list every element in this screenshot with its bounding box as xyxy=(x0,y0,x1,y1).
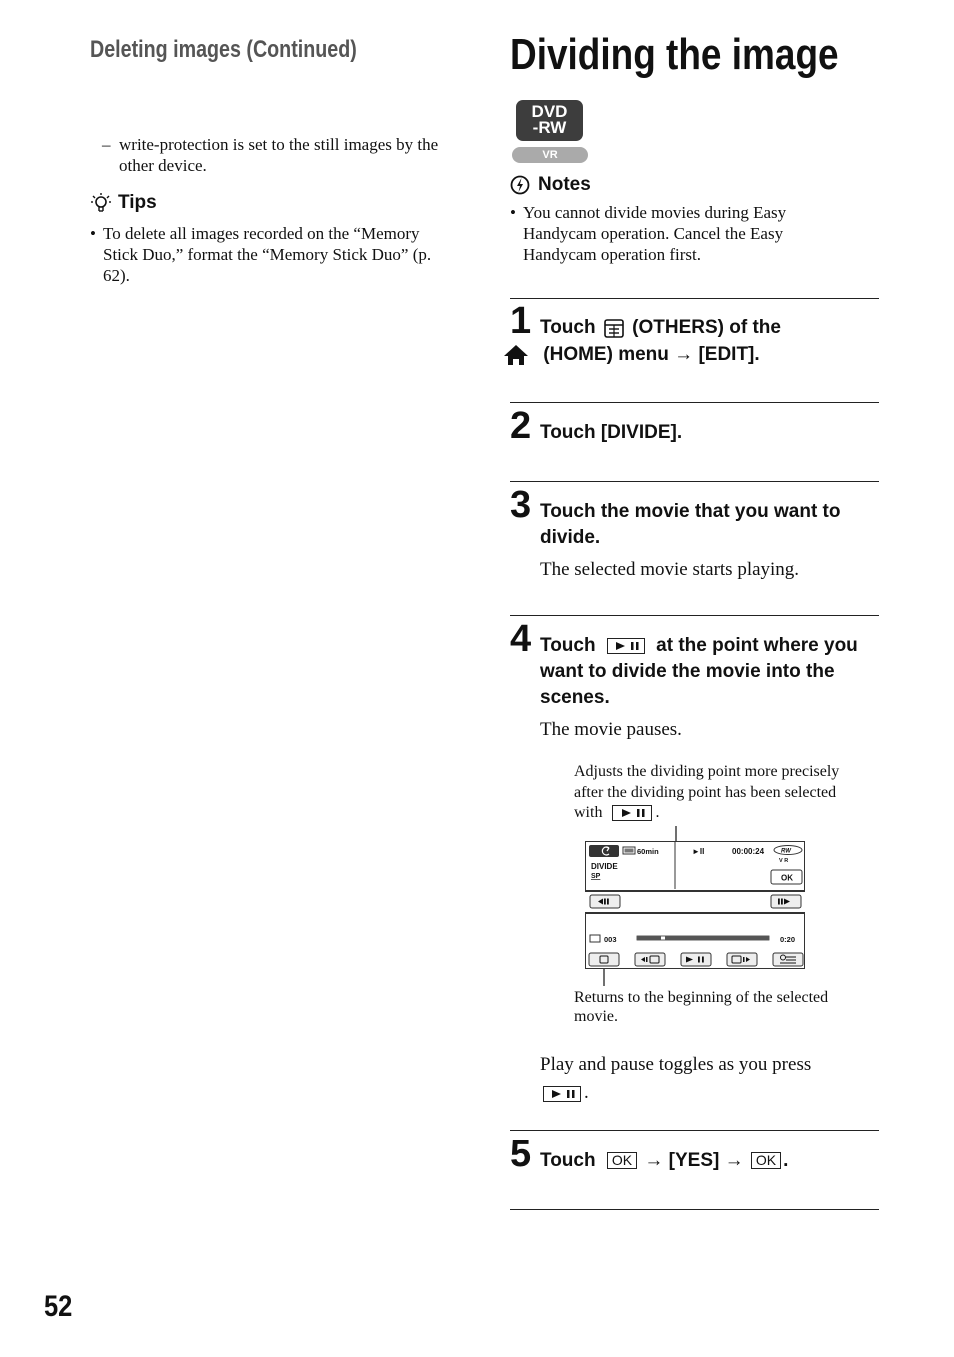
others-icon xyxy=(603,317,625,339)
step-1-others: (OTHERS) of the xyxy=(632,317,781,338)
caution-icon xyxy=(510,175,530,195)
vr-badge: VR xyxy=(512,147,588,163)
tips-list xyxy=(90,223,455,286)
divider xyxy=(510,1130,879,1131)
ok-button-icon: OK xyxy=(607,1152,637,1169)
step-5-touch: Touch xyxy=(540,1150,596,1171)
tips-heading xyxy=(90,192,157,214)
lcd-mode: DIVIDE xyxy=(591,862,618,871)
continued-section-header: Deleting images (Continued) xyxy=(90,36,357,63)
top-callout-end: . xyxy=(655,804,660,821)
lcd-scene: 003 xyxy=(604,935,617,944)
dvd-rw-badge xyxy=(516,100,583,141)
lcd-play-pause-button xyxy=(681,953,711,966)
step-4-touch: Touch xyxy=(540,635,596,656)
step-1-touch: Touch xyxy=(540,317,596,338)
lcd-ok: OK xyxy=(781,873,793,883)
step-4-rest: at the point where you want to divide the movie into the scenes. xyxy=(540,635,858,708)
dash-marker: – xyxy=(102,135,111,154)
play-pause-note-text: Play and pause toggles as you press xyxy=(540,1054,812,1075)
top-callout xyxy=(574,762,864,824)
page-number: 52 xyxy=(44,1290,73,1323)
lcd-battery: 60min xyxy=(637,847,659,856)
divider xyxy=(510,402,879,403)
divider xyxy=(510,298,879,299)
play-pause-button-icon xyxy=(543,1086,581,1102)
note-text: You cannot divide movies during Easy Handycam operation. Cancel the Easy Handycam operation first. xyxy=(523,203,787,264)
step-4-text xyxy=(540,633,880,711)
badge-line1: DVD xyxy=(531,102,568,121)
arrow-icon: → xyxy=(674,344,694,365)
lcd-timecode: 00:00:24 xyxy=(732,847,765,856)
play-pause-note xyxy=(540,1051,870,1107)
divider xyxy=(510,481,879,482)
step-2-text: Touch [DIVIDE]. xyxy=(540,422,683,443)
ok-button-icon: OK xyxy=(751,1152,781,1169)
lcd-disc: RW xyxy=(781,848,791,855)
step-5-text xyxy=(540,1148,885,1174)
arrow-icon: → xyxy=(724,1150,744,1171)
step-1-edit: [EDIT]. xyxy=(698,344,760,365)
continued-list-item xyxy=(102,134,452,176)
play-pause-note-end: . xyxy=(584,1082,589,1103)
tip-item xyxy=(90,223,455,286)
lcd-screen-illustration xyxy=(585,841,805,969)
step-5-end: . xyxy=(783,1150,789,1171)
bottom-callout: Returns to the beginning of the selected movie. xyxy=(574,989,829,1025)
notes-list xyxy=(510,202,840,265)
step-number: 3 xyxy=(510,484,532,526)
page-title: Dividing the image xyxy=(510,30,839,79)
step-4-result: The movie pauses. xyxy=(540,719,682,740)
tips-label: Tips xyxy=(118,192,157,213)
divider xyxy=(510,1209,879,1210)
lcd-quality: SP xyxy=(591,873,601,880)
lcd-go-to-start-button xyxy=(589,953,619,966)
play-pause-button-icon xyxy=(612,805,652,821)
notes-label: Notes xyxy=(538,174,591,195)
step-number: 5 xyxy=(510,1133,532,1175)
bullet-marker: • xyxy=(510,203,516,222)
lcd-duration: 0:20 xyxy=(780,935,796,944)
divider xyxy=(510,615,879,616)
notes-heading xyxy=(510,174,591,196)
continued-item-text: write-protection is set to the still images by the other device. xyxy=(119,135,439,175)
step-number: 2 xyxy=(510,405,532,447)
step-3-result: The selected movie starts playing. xyxy=(540,559,800,580)
tip-text: To delete all images recorded on the “Memory Stick Duo,” format the “Memory Stick Duo” (p. 62). xyxy=(103,224,432,285)
top-callout-text: Adjusts the dividing point more precisely after the dividing point has been selected with xyxy=(574,763,840,821)
badge-line2: -RW xyxy=(532,118,567,137)
home-icon xyxy=(502,343,530,367)
bullet-marker: • xyxy=(90,224,96,243)
step-number: 1 xyxy=(510,300,532,342)
lcd-play-symbol: ►II xyxy=(692,847,705,856)
arrow-icon: → xyxy=(644,1150,664,1171)
step-number: 4 xyxy=(510,618,532,660)
lcd-disc-sub: V R xyxy=(779,858,789,864)
lightbulb-icon xyxy=(90,192,112,214)
step-3-text: Touch the movie that you want to divide. xyxy=(540,501,841,548)
step-1-home: (HOME) menu xyxy=(543,344,669,365)
play-pause-button-icon xyxy=(607,638,645,654)
step-1-text xyxy=(540,315,880,368)
step-5-yes: [YES] xyxy=(668,1150,720,1171)
note-item xyxy=(510,202,840,265)
lcd-return-button xyxy=(589,845,619,857)
